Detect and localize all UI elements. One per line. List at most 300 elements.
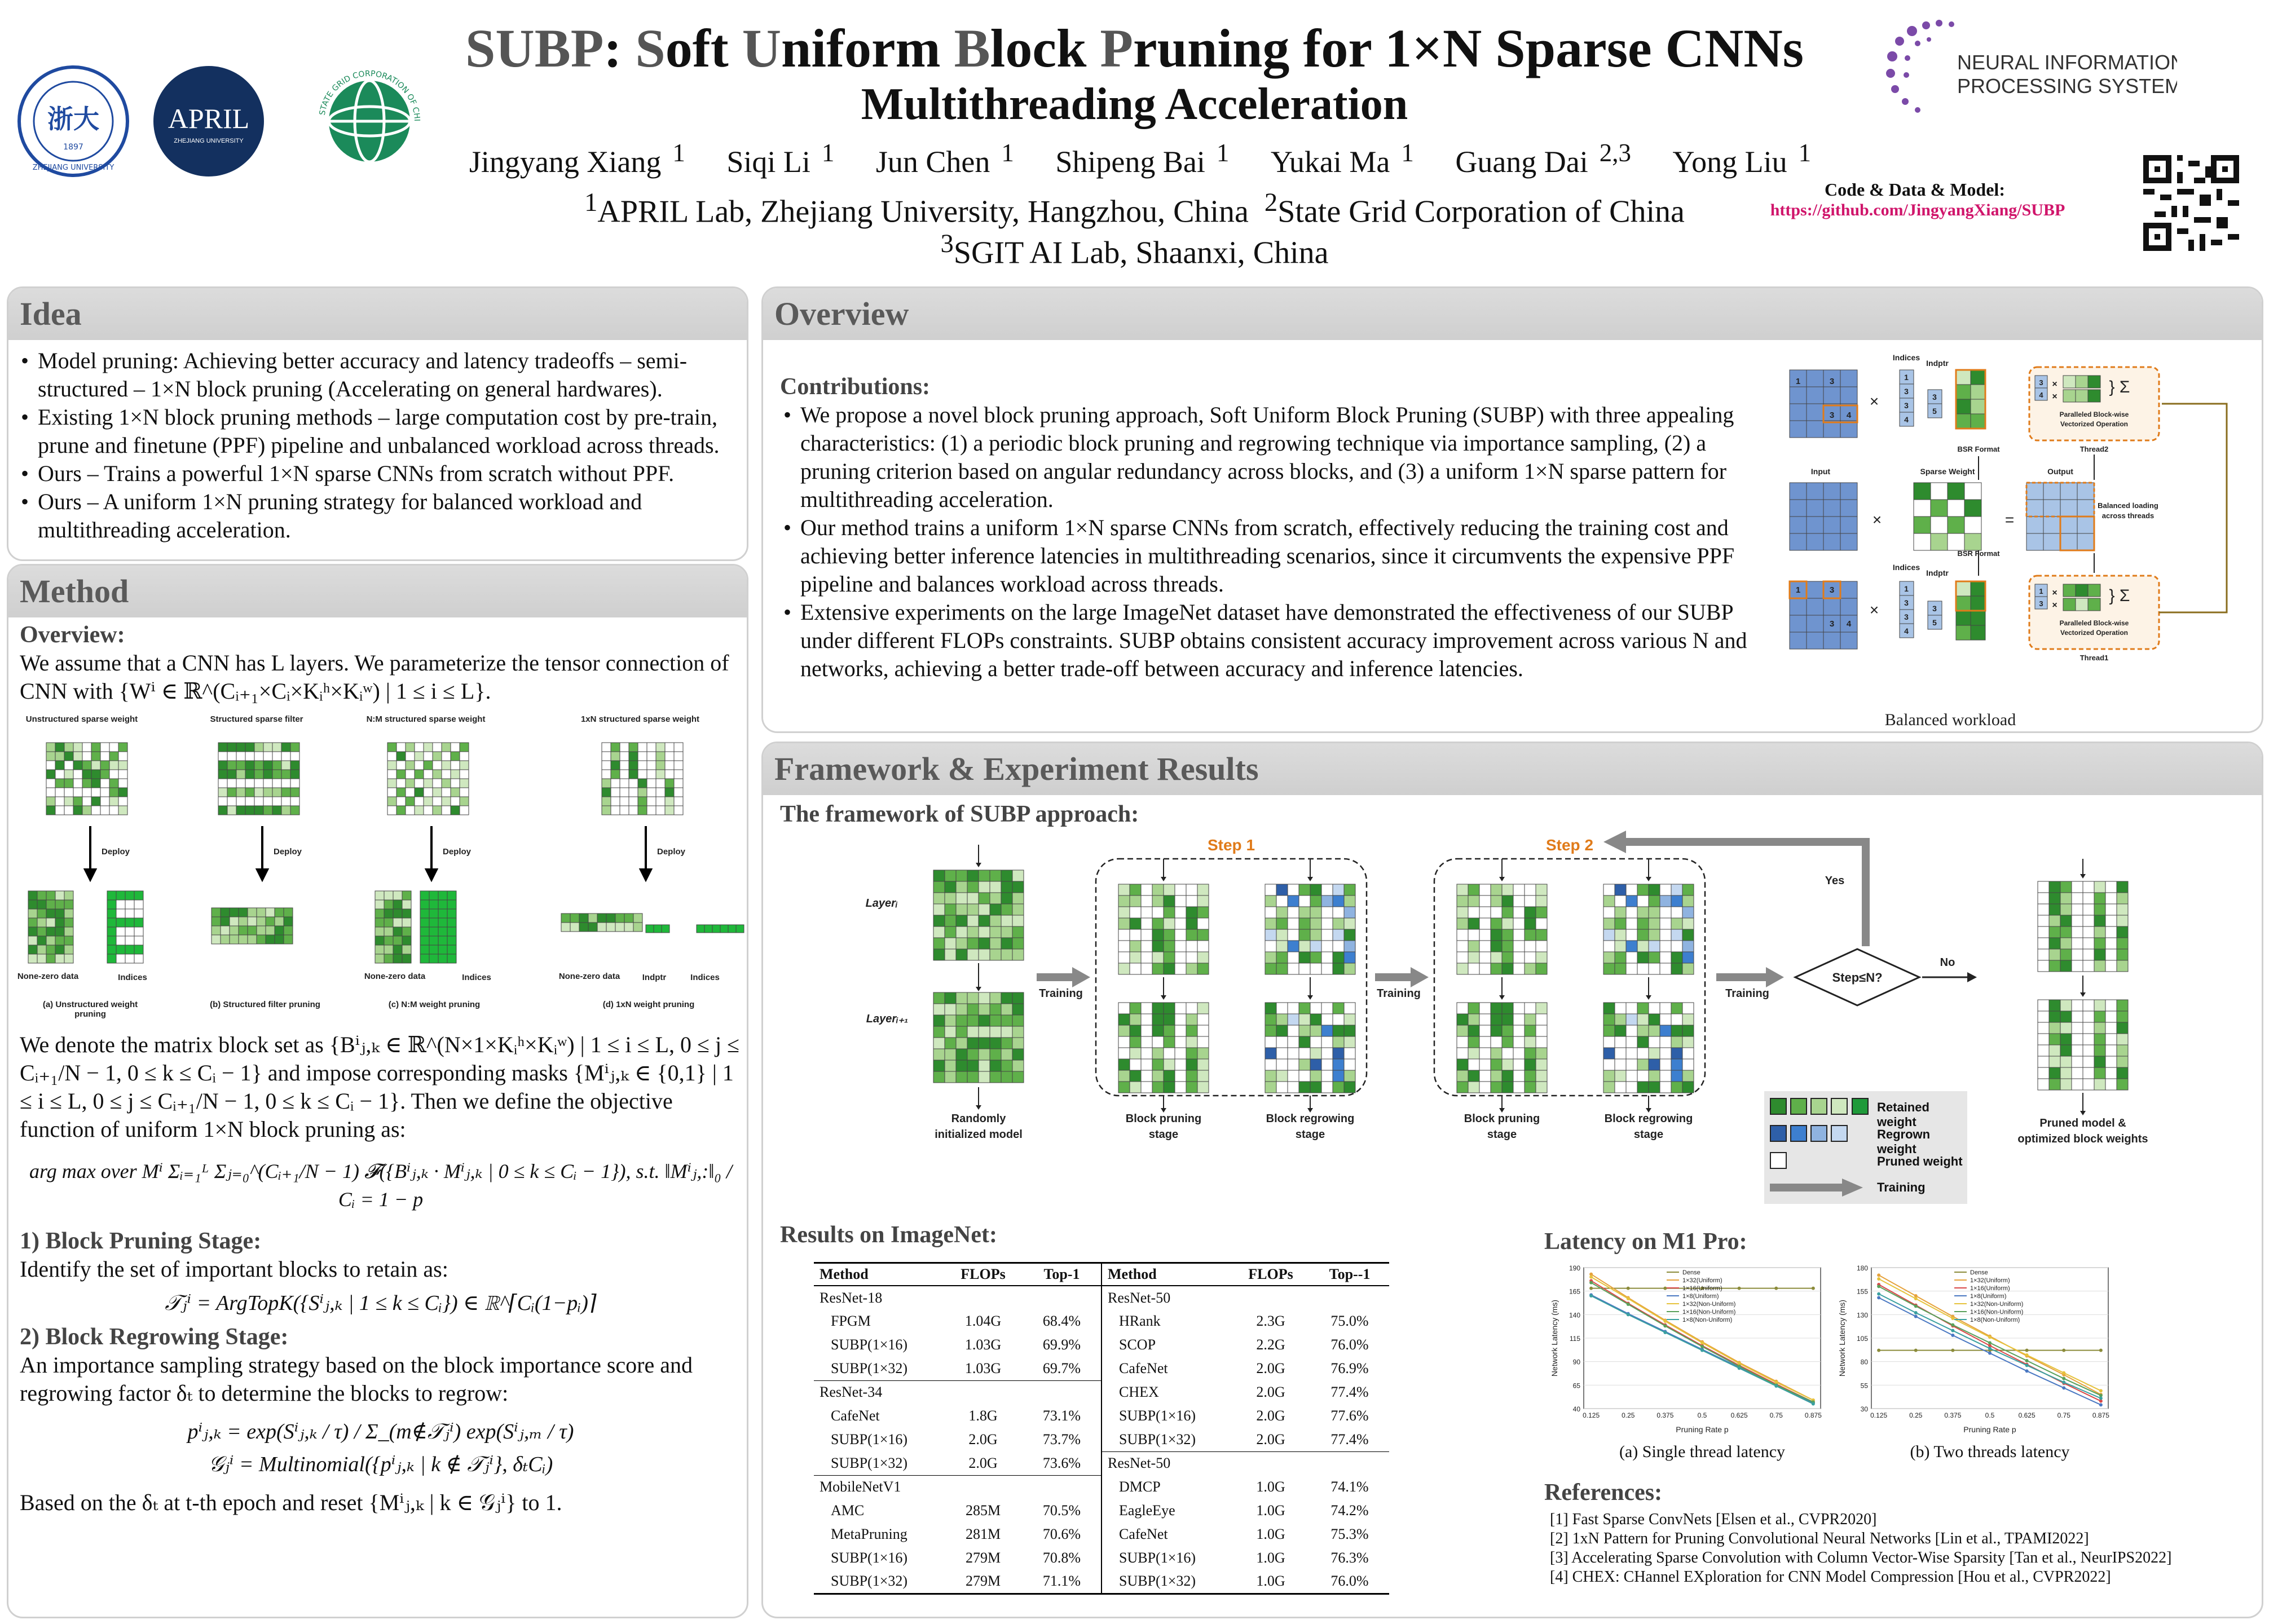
data-point [1700, 1341, 1704, 1344]
grid-cell [1807, 615, 1823, 632]
grid-cell [579, 914, 588, 923]
grid-cell [1276, 1070, 1288, 1082]
grid-cell [1299, 907, 1310, 918]
grid-cell [1914, 500, 1931, 517]
grid-cell [1001, 1071, 1012, 1083]
fig-label: Structured sparse filter [210, 714, 303, 724]
legend-label: Retained weight [1877, 1100, 1929, 1129]
method-final-text: Based on the δₜ at t-th epoch and reset {Mⁱⱼ,ₖ | k ∈ 𝒢ⱼⁱ} to 1. [20, 1490, 562, 1515]
x-tick-label: 0.375 [1944, 1411, 1962, 1419]
table-row [814, 1333, 1389, 1357]
table-cell: 1.03G [964, 1360, 1002, 1376]
grid-cell [1118, 1082, 1130, 1093]
y-tick-label: 155 [1856, 1287, 1868, 1296]
code-link[interactable]: https://github.com/JingyangXiang/SUBP [1770, 201, 2065, 219]
grid-cell [674, 743, 683, 752]
grid-cell [1457, 1036, 1468, 1048]
grid-cell [1344, 884, 1355, 895]
grid-cell [1130, 1059, 1141, 1070]
grid-cell [1660, 895, 1671, 907]
grid-cell [1491, 895, 1502, 907]
grid-cell [64, 891, 73, 900]
flow-arrowhead [1161, 995, 1166, 1000]
grid-cell [990, 1049, 1001, 1060]
y-tick-label: 190 [1569, 1264, 1580, 1272]
grid-cell [1276, 929, 1288, 941]
grid-cell [1152, 963, 1164, 974]
grid-cell [1956, 596, 1971, 611]
legend-entry: 1×8(Uniform) [1970, 1293, 2007, 1300]
y-tick-label: 140 [1569, 1311, 1580, 1320]
grid-cell [1197, 963, 1209, 974]
grid-cell [402, 954, 411, 963]
data-point [1877, 1277, 1880, 1281]
grid-cell [451, 788, 460, 797]
grid-cell [665, 806, 674, 815]
grid-cell [638, 752, 647, 761]
grid-cell [100, 779, 109, 788]
training-label: Training [1039, 987, 1083, 1000]
grid-cell [1175, 941, 1186, 952]
data-point [1951, 1349, 1954, 1352]
grid-cell [393, 909, 402, 918]
figure-label: Vectorized Operation [2060, 629, 2129, 637]
grid-cell [2088, 598, 2100, 611]
grid-cell [387, 797, 396, 806]
grid-cell [1164, 1070, 1175, 1082]
grid-cell [393, 900, 402, 909]
grid-cell [1807, 483, 1823, 500]
grid-cell [2038, 1000, 2049, 1011]
grid-cell [290, 743, 299, 752]
y-tick-label: 80 [1860, 1358, 1868, 1366]
grid-cell [28, 918, 37, 927]
grid-cell [1479, 963, 1491, 974]
grid-cell [1682, 941, 1694, 952]
grid-cell [1823, 387, 1840, 404]
grid-cell [579, 923, 588, 932]
grid-cell [1948, 483, 1964, 500]
grid-cell [257, 908, 266, 917]
grid-cell [2049, 1056, 2060, 1067]
grid-cell [1310, 1025, 1321, 1036]
contribution-bullet: • Our method trains a uniform 1×N sparse CNNs from scratch, effectively reducing the training cost and achieving better inference latencies in multithreading scenarios, since it circumvents the expensive PPF pipeline and balances workload across threads. [780, 514, 1767, 598]
grid-cell [28, 954, 37, 963]
grid-cell [1525, 1082, 1536, 1093]
grid-cell [46, 909, 55, 918]
table-cell: AMC [831, 1502, 865, 1519]
grid-cell [420, 927, 429, 936]
table-cell: 76.9% [1330, 1360, 1369, 1376]
qr-code-icon[interactable] [2143, 155, 2239, 251]
grid-cell [620, 770, 629, 779]
data-point [2025, 1349, 2029, 1352]
grid-cell [442, 788, 451, 797]
layer-i-grid [933, 870, 1024, 960]
grid-cell [212, 917, 221, 926]
grid-cell [1130, 895, 1141, 907]
grid-cell [1321, 1036, 1333, 1048]
grid-cell [967, 915, 979, 926]
affiliation-line-1: $^1$APRIL Lab, Zhejiang University, Hangzhou, China $^2$State Grid Corporation of China [584, 188, 1685, 230]
grid-cell [933, 938, 945, 949]
grid-cell [1931, 500, 1948, 517]
grid-cell [2088, 584, 2100, 597]
grid-cell [1152, 1025, 1164, 1036]
grid-cell [1491, 1014, 1502, 1025]
grid-cell [245, 806, 254, 815]
grid-cell [1141, 929, 1152, 941]
grid-cell [1152, 1070, 1164, 1082]
grid-cell [638, 761, 647, 770]
grid-cell [1001, 904, 1012, 915]
grid-cell [1265, 907, 1276, 918]
grid-cell [64, 945, 73, 954]
grid-cell [28, 927, 37, 936]
data-point [2099, 1397, 2103, 1400]
grid-cell [433, 752, 442, 761]
table-cell: 1.03G [964, 1336, 1002, 1353]
table-cell [1023, 1380, 1102, 1404]
step2-label: Step 2 [1545, 836, 1594, 854]
thread2-block-data [1956, 370, 1985, 429]
grid-cell [1186, 918, 1197, 929]
grid-cell [1012, 949, 1024, 960]
grid-cell [406, 743, 415, 752]
grid-cell [2105, 1000, 2117, 1011]
table-cell: 74.2% [1330, 1502, 1369, 1519]
grid-cell [1265, 1070, 1276, 1082]
figure-label: 4 [1846, 619, 1852, 629]
column-header: Method [1102, 1263, 1231, 1286]
table-cell: 69.9% [1042, 1336, 1081, 1353]
x-tick-label: 0.625 [2018, 1411, 2036, 1419]
april-logo-sub: ZHEJIANG UNIVERSITY [174, 138, 244, 144]
grid-cell [1265, 1025, 1276, 1036]
grid-cell [2117, 1045, 2128, 1056]
table-row [814, 1451, 1389, 1475]
x-tick-label: 0.25 [1909, 1411, 1923, 1419]
grid-cell [1807, 598, 1823, 615]
grid-cell [442, 752, 451, 761]
multinomial-equation: 𝒢ⱼⁱ = Multinomial({pⁱⱼ,ₖ | k ∉ 𝒯ⱼⁱ}, δₜCᵢ) [208, 1453, 553, 1476]
grid-cell [654, 925, 662, 933]
figure-label: 1 [1795, 585, 1801, 595]
grid-cell [82, 788, 91, 797]
grid-cell [990, 1060, 1001, 1071]
grid-cell [1637, 1048, 1649, 1059]
reference-item: [1] Fast Sparse ConvNets [Elsen et al., CVPR2020] [1550, 1511, 1877, 1528]
grid-cell [1118, 884, 1130, 895]
grid-cell [1491, 918, 1502, 929]
imagenet-results-table [814, 1262, 1389, 1595]
grid-cell [73, 779, 82, 788]
final-top-grid [2038, 881, 2128, 972]
grid-cell [2060, 893, 2072, 904]
grid-cell [2049, 1011, 2060, 1022]
grid-cell [629, 743, 638, 752]
grid-cell [979, 1004, 990, 1015]
grid-cell [37, 927, 46, 936]
grid-cell [1536, 1003, 1547, 1014]
contributions [780, 373, 1767, 683]
grid-cell [1001, 1049, 1012, 1060]
table-cell [1231, 1286, 1310, 1309]
grid-cell [438, 954, 447, 963]
grid-cell [254, 752, 263, 761]
grid-cell [1457, 952, 1468, 963]
data-point [2025, 1359, 2029, 1362]
grid-cell [967, 1026, 979, 1038]
grid-cell [406, 779, 415, 788]
figure-label: 3 [1932, 392, 1937, 401]
nm-grid [386, 742, 477, 820]
grid-cell [1964, 533, 1981, 550]
grid-cell [979, 1060, 990, 1071]
column-header: Top--1 [1310, 1263, 1389, 1286]
grid-cell [2060, 483, 2077, 500]
grid-cell [1265, 941, 1276, 952]
block-regrowing-heading: 2) Block Regrowing Stage: [20, 1324, 289, 1350]
grid-cell [451, 797, 460, 806]
table-cell: SUBP(1×16) [831, 1550, 908, 1566]
grid-cell [1333, 1059, 1344, 1070]
grid-cell [451, 770, 460, 779]
figure-label: 3 [2039, 599, 2043, 608]
grid-cell [602, 761, 611, 770]
grid-cell [1840, 581, 1857, 598]
grid-cell [967, 870, 979, 881]
training-arrow [1375, 973, 1412, 981]
stage-label: Block regrowing [1266, 1113, 1355, 1125]
subp-framework-figure [763, 828, 2263, 1175]
affiliation-line-2: $^3$SGIT AI Lab, Shaanxi, China [940, 229, 1329, 271]
table-cell: DMCP [1102, 1475, 1231, 1499]
table-cell: ResNet-18 [814, 1286, 944, 1309]
grid-cell [1807, 533, 1823, 550]
table-cell: SUBP(1×16) [1102, 1404, 1231, 1428]
grid-cell [64, 743, 73, 752]
grid-cell [2076, 376, 2088, 388]
grid-cell [945, 881, 956, 893]
figure-label: × [2052, 601, 2057, 610]
column-header: FLOPs [1231, 1263, 1310, 1286]
stage-label: stage [1487, 1128, 1517, 1141]
grid-cell [2038, 1079, 2049, 1090]
grid-cell [1637, 1003, 1649, 1014]
grid-cell [263, 797, 272, 806]
data-point [2025, 1353, 2029, 1357]
grid-cell [254, 797, 263, 806]
grid-cell [1197, 1025, 1209, 1036]
grid-cell [2105, 1079, 2117, 1090]
training-label: Training [1725, 987, 1769, 1000]
data-point [1988, 1352, 1992, 1355]
grid-cell [1299, 1003, 1310, 1014]
grid-cell [2083, 1079, 2094, 1090]
grid-cell [956, 870, 967, 881]
grid-cell [1840, 387, 1857, 404]
grid-cell [1671, 884, 1682, 895]
figure-label: Indices [1892, 563, 1920, 572]
x-tick-label: 0.875 [2092, 1411, 2109, 1419]
grid-cell [1626, 929, 1637, 941]
grid-cell [1502, 1014, 1513, 1025]
data-point [1951, 1329, 1954, 1332]
grid-cell [1502, 1082, 1513, 1093]
grid-cell [1276, 963, 1288, 974]
grid-cell [956, 1071, 967, 1083]
grid-cell [2049, 1079, 2060, 1090]
grid-cell [2105, 881, 2117, 893]
idea-bullets [8, 340, 747, 544]
grid-cell [1615, 1003, 1626, 1014]
grid-cell [979, 949, 990, 960]
grid-cell [239, 935, 248, 944]
table-cell: 1.0G [1256, 1479, 1285, 1495]
onexn-nonzero-data [561, 914, 642, 932]
grid-cell [611, 797, 620, 806]
grid-cell [1626, 884, 1637, 895]
figure-label: 3 [1904, 387, 1909, 396]
legend-entry: 1×32(Non-Uniform) [1970, 1301, 2024, 1308]
table-cell: SUBP(1×16) [831, 1336, 908, 1353]
grid-cell [1344, 918, 1355, 929]
data-point [1738, 1287, 1741, 1290]
grid-cell [2094, 960, 2105, 972]
grid-cell [239, 917, 248, 926]
grid-cell [284, 908, 293, 917]
figure-label: } Σ [2109, 586, 2130, 605]
grid-cell [1603, 1082, 1615, 1093]
grid-cell [1186, 929, 1197, 941]
grid-cell [1964, 500, 1981, 517]
grid-cell [420, 900, 429, 909]
grid-cell [1299, 884, 1310, 895]
grid-cell [1457, 1003, 1468, 1014]
grid-cell [442, 797, 451, 806]
grid-cell [1823, 533, 1840, 550]
flow-arrowhead [2080, 1111, 2086, 1115]
grid-cell [1682, 1082, 1694, 1093]
grid-cell [393, 927, 402, 936]
grid-cell [1823, 517, 1840, 533]
grid-cell [990, 915, 1001, 926]
grid-cell [447, 900, 456, 909]
y-tick-label: 40 [1572, 1405, 1580, 1413]
grid-cell [2060, 1034, 2072, 1045]
nm-weight-grid [387, 743, 469, 815]
grid-cell [415, 743, 424, 752]
grid-cell [638, 806, 647, 815]
grid-cell [107, 954, 116, 963]
legend-pruned-swatch [1770, 1152, 1787, 1172]
layer-i1-grid [933, 992, 1024, 1083]
grid-cell [1288, 907, 1299, 918]
grid-cell [266, 935, 275, 944]
grid-cell [1310, 1014, 1321, 1025]
grid-cell [1649, 884, 1660, 895]
grid-cell [1536, 1025, 1547, 1036]
grid-cell [1310, 1036, 1321, 1048]
y-tick-label: 55 [1860, 1382, 1868, 1390]
grid-cell [73, 806, 82, 815]
grid-cell [109, 770, 118, 779]
grid-cell [2076, 584, 2088, 597]
grid-cell [396, 779, 406, 788]
grid-cell [1344, 1014, 1355, 1025]
grid-cell [433, 770, 442, 779]
grid-cell [1299, 952, 1310, 963]
grid-cell [956, 926, 967, 938]
grid-cell [1660, 1036, 1671, 1048]
grid-cell [1468, 1025, 1479, 1036]
grid-cell [55, 797, 64, 806]
grid-cell [46, 779, 55, 788]
step1-regrow-top [1265, 884, 1355, 974]
stage-label: stage [1295, 1128, 1325, 1141]
grid-cell [212, 908, 221, 917]
grid-cell [424, 806, 433, 815]
figure-label: Input [1810, 467, 1831, 476]
grid-cell [1310, 907, 1321, 918]
grid-cell [1001, 926, 1012, 938]
grid-cell [73, 770, 82, 779]
training-arrowhead [1411, 967, 1429, 987]
grid-cell [415, 797, 424, 806]
grid-cell [1513, 1025, 1525, 1036]
grid-cell [109, 779, 118, 788]
grid-cell [406, 788, 415, 797]
grid-cell [1186, 907, 1197, 918]
grid-cell [28, 936, 37, 945]
grid-cell [109, 761, 118, 770]
grid-cell [2083, 1045, 2094, 1056]
block-pruning-text: Identify the set of important blocks to retain as: [20, 1256, 448, 1282]
grid-cell [272, 743, 281, 752]
grid-cell [1502, 941, 1513, 952]
grid-cell [647, 770, 656, 779]
table-cell: 2.0G [1256, 1360, 1285, 1376]
grid-cell [945, 904, 956, 915]
grid-cell [1525, 1014, 1536, 1025]
grid-cell [1001, 1015, 1012, 1026]
grid-cell [1197, 1036, 1209, 1048]
grid-cell [967, 1071, 979, 1083]
table-cell: 70.6% [1042, 1526, 1081, 1542]
table-row [814, 1475, 1389, 1499]
grid-cell [1276, 1025, 1288, 1036]
x-tick-label: 0.25 [1622, 1411, 1635, 1419]
table-cell: 75.3% [1330, 1526, 1369, 1542]
grid-cell [933, 1071, 945, 1083]
grid-cell [100, 797, 109, 806]
svg-text:浙大: 浙大 [47, 104, 99, 134]
grid-cell [460, 788, 469, 797]
grid-cell [1001, 938, 1012, 949]
grid-cell [967, 1004, 979, 1015]
grid-cell [2077, 533, 2094, 550]
grid-cell [629, 770, 638, 779]
grid-cell [438, 918, 447, 927]
grid-cell [1457, 1070, 1468, 1082]
table-cell: 68.4% [1042, 1313, 1081, 1329]
grid-cell [945, 992, 956, 1004]
grid-cell [1333, 929, 1344, 941]
grid-cell [1525, 963, 1536, 974]
grid-cell [979, 870, 990, 881]
grid-cell [1637, 1036, 1649, 1048]
